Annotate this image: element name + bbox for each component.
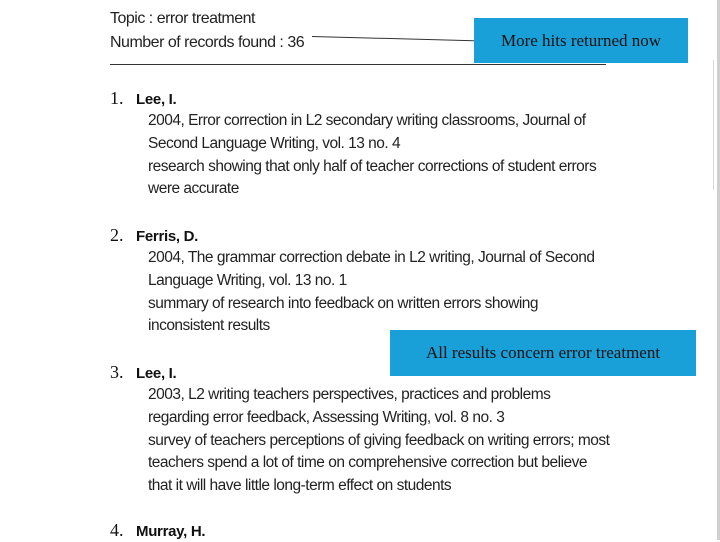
entry-number: 4. [110, 520, 124, 540]
entry-line: survey of teachers perceptions of giving feedback on writing errors; most [148, 431, 610, 449]
result-entry [110, 225, 630, 338]
entry-author: Murray, H. [136, 523, 206, 540]
entry-line: regarding error feedback, Assessing Writing, vol. 8 no. 3 [148, 408, 505, 426]
entry-line: summary of research into feedback on written errors showing [148, 294, 539, 312]
entry-number: 3. [110, 362, 124, 382]
record-count-line: Number of records found : 36 [110, 34, 305, 51]
entry-line: Second Language Writing, vol. 13 no. 4 [148, 134, 401, 152]
all-results-callout: All results concern error treatment [390, 330, 696, 376]
entry-line: were accurate [148, 180, 239, 198]
entry-line: 2004, The grammar correction debate in L2 writing, Journal of Second [148, 249, 595, 266]
result-entry [110, 362, 630, 498]
entry-author: Lee, I. [136, 365, 177, 382]
entry-line: 2004, Error correction in L2 secondary writing classrooms, Journal of [148, 112, 586, 129]
entry-line: 2003, L2 writing teachers perspectives, practices and problems [148, 386, 551, 403]
entry-line: research showing that only half of teacher corrections of student errors [148, 157, 597, 175]
more-hits-callout: More hits returned now [474, 18, 688, 63]
right-edge-mark [713, 60, 720, 190]
entry-author: Ferris, D. [136, 228, 199, 245]
topic-line: Topic : error treatment [110, 10, 255, 27]
entry-line: that it will have little long-term effect on students [148, 477, 452, 495]
entry-author: Lee, I. [136, 91, 177, 108]
entry-line: Language Writing, vol. 13 no. 1 [148, 271, 347, 289]
result-entry [110, 88, 630, 201]
entry-number: 1. [110, 88, 124, 108]
callout-pointer-line [312, 36, 474, 41]
result-entry [110, 520, 630, 542]
entry-line: inconsistent results [148, 317, 270, 335]
entry-line: teachers spend a lot of time on comprehensive correction but believe [148, 454, 588, 472]
header-divider [110, 64, 606, 65]
entry-number: 2. [110, 225, 124, 245]
